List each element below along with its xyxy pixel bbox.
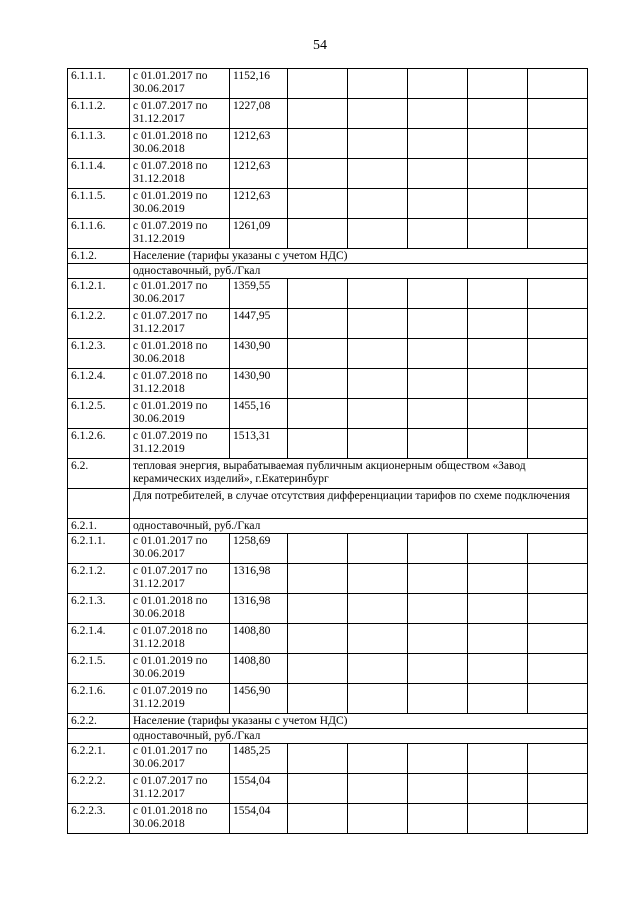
row-value: 1152,16	[230, 69, 288, 99]
row-period: с 01.01.2018 по 30.06.2018	[130, 129, 230, 159]
empty-cell	[468, 399, 528, 429]
empty-cell	[348, 654, 408, 684]
empty-cell	[468, 219, 528, 249]
empty-cell	[408, 804, 468, 834]
empty-cell	[528, 624, 588, 654]
empty-cell	[288, 804, 348, 834]
empty-cell	[288, 159, 348, 189]
empty-cell	[528, 189, 588, 219]
row-value: 1258,69	[230, 534, 288, 564]
empty-cell	[348, 279, 408, 309]
empty-cell	[408, 69, 468, 99]
row-code: 6.1.2.2.	[68, 309, 130, 339]
row-period: с 01.01.2017 по 30.06.2017	[130, 279, 230, 309]
empty-cell	[288, 429, 348, 459]
section-heading: Население (тарифы указаны с учетом НДС)	[130, 249, 588, 264]
row-period: с 01.01.2017 по 30.06.2017	[130, 534, 230, 564]
empty-cell	[528, 279, 588, 309]
empty-cell	[468, 684, 528, 714]
empty-cell	[408, 309, 468, 339]
row-value: 1485,25	[230, 744, 288, 774]
empty-cell	[348, 684, 408, 714]
row-period: с 01.07.2017 по 31.12.2017	[130, 309, 230, 339]
table-row	[68, 519, 588, 534]
row-code: 6.2.2.2.	[68, 774, 130, 804]
empty-cell	[528, 369, 588, 399]
empty-cell	[408, 534, 468, 564]
row-code	[68, 489, 130, 519]
empty-cell	[528, 219, 588, 249]
empty-cell	[348, 369, 408, 399]
empty-cell	[348, 624, 408, 654]
row-code: 6.1.2.	[68, 249, 130, 264]
empty-cell	[468, 129, 528, 159]
row-value: 1513,31	[230, 429, 288, 459]
empty-cell	[528, 654, 588, 684]
table-row	[68, 714, 588, 729]
row-period: с 01.07.2017 по 31.12.2017	[130, 564, 230, 594]
empty-cell	[408, 684, 468, 714]
empty-cell	[528, 804, 588, 834]
row-period: с 01.07.2019 по 31.12.2019	[130, 429, 230, 459]
empty-cell	[288, 399, 348, 429]
row-period: с 01.07.2019 по 31.12.2019	[130, 219, 230, 249]
empty-cell	[468, 534, 528, 564]
table-row	[68, 489, 588, 519]
empty-cell	[528, 399, 588, 429]
table-row	[68, 654, 588, 684]
table-row	[68, 684, 588, 714]
row-period: с 01.01.2019 по 30.06.2019	[130, 189, 230, 219]
row-value: 1408,80	[230, 654, 288, 684]
empty-cell	[288, 219, 348, 249]
row-period: с 01.07.2019 по 31.12.2019	[130, 684, 230, 714]
table-row	[68, 129, 588, 159]
row-value: 1212,63	[230, 129, 288, 159]
table-row	[68, 339, 588, 369]
empty-cell	[348, 534, 408, 564]
row-code: 6.2.2.	[68, 714, 130, 729]
empty-cell	[288, 744, 348, 774]
table-row	[68, 564, 588, 594]
table-row	[68, 774, 588, 804]
empty-cell	[348, 564, 408, 594]
row-period: с 01.07.2018 по 31.12.2018	[130, 159, 230, 189]
table-row	[68, 594, 588, 624]
empty-cell	[348, 69, 408, 99]
table-row	[68, 69, 588, 99]
empty-cell	[468, 279, 528, 309]
empty-cell	[408, 594, 468, 624]
empty-cell	[288, 69, 348, 99]
empty-cell	[288, 624, 348, 654]
row-value: 1212,63	[230, 189, 288, 219]
empty-cell	[528, 744, 588, 774]
row-code: 6.1.2.6.	[68, 429, 130, 459]
table-row	[68, 744, 588, 774]
empty-cell	[408, 399, 468, 429]
empty-cell	[468, 594, 528, 624]
empty-cell	[408, 159, 468, 189]
empty-cell	[348, 774, 408, 804]
table-row	[68, 279, 588, 309]
empty-cell	[288, 684, 348, 714]
empty-cell	[348, 744, 408, 774]
row-value: 1316,98	[230, 594, 288, 624]
empty-cell	[288, 339, 348, 369]
empty-cell	[468, 624, 528, 654]
empty-cell	[348, 99, 408, 129]
empty-cell	[288, 309, 348, 339]
row-value: 1447,95	[230, 309, 288, 339]
empty-cell	[408, 189, 468, 219]
empty-cell	[528, 69, 588, 99]
empty-cell	[528, 774, 588, 804]
empty-cell	[408, 99, 468, 129]
row-code: 6.1.1.4.	[68, 159, 130, 189]
empty-cell	[468, 99, 528, 129]
empty-cell	[348, 309, 408, 339]
table-row	[68, 369, 588, 399]
row-value: 1456,90	[230, 684, 288, 714]
empty-cell	[468, 774, 528, 804]
subsection-heading: одноставочный, руб./Гкал	[130, 729, 588, 744]
empty-cell	[288, 279, 348, 309]
row-code	[68, 729, 130, 744]
empty-cell	[348, 219, 408, 249]
row-code: 6.2.1.1.	[68, 534, 130, 564]
row-period: с 01.07.2018 по 31.12.2018	[130, 624, 230, 654]
empty-cell	[288, 129, 348, 159]
empty-cell	[408, 564, 468, 594]
table-row	[68, 264, 588, 279]
empty-cell	[468, 159, 528, 189]
tariff-table	[67, 68, 588, 834]
table-row	[68, 159, 588, 189]
row-code: 6.1.1.6.	[68, 219, 130, 249]
empty-cell	[408, 744, 468, 774]
row-code: 6.1.1.3.	[68, 129, 130, 159]
table-row	[68, 189, 588, 219]
subsection-heading: одноставочный, руб./Гкал	[130, 264, 588, 279]
empty-cell	[348, 399, 408, 429]
empty-cell	[348, 804, 408, 834]
row-period: с 01.01.2018 по 30.06.2018	[130, 594, 230, 624]
row-period: с 01.01.2019 по 30.06.2019	[130, 654, 230, 684]
table-row	[68, 399, 588, 429]
empty-cell	[348, 129, 408, 159]
empty-cell	[348, 189, 408, 219]
empty-cell	[348, 594, 408, 624]
row-code: 6.2.1.3.	[68, 594, 130, 624]
empty-cell	[288, 99, 348, 129]
row-value: 1554,04	[230, 804, 288, 834]
empty-cell	[468, 429, 528, 459]
empty-cell	[468, 369, 528, 399]
row-value: 1408,80	[230, 624, 288, 654]
subsection-heading: Для потребителей, в случае отсутствия дифференциации тарифов по схеме подключения	[130, 489, 588, 519]
empty-cell	[288, 534, 348, 564]
empty-cell	[348, 429, 408, 459]
row-code: 6.2.1.2.	[68, 564, 130, 594]
table-row	[68, 309, 588, 339]
empty-cell	[528, 684, 588, 714]
empty-cell	[528, 159, 588, 189]
row-value: 1227,08	[230, 99, 288, 129]
row-value: 1430,90	[230, 369, 288, 399]
row-period: с 01.07.2017 по 31.12.2017	[130, 99, 230, 129]
empty-cell	[528, 564, 588, 594]
row-code: 6.1.1.5.	[68, 189, 130, 219]
table-row	[68, 219, 588, 249]
empty-cell	[468, 189, 528, 219]
row-code: 6.1.1.1.	[68, 69, 130, 99]
row-period: с 01.01.2017 по 30.06.2017	[130, 744, 230, 774]
empty-cell	[468, 564, 528, 594]
table-row	[68, 99, 588, 129]
row-code	[68, 264, 130, 279]
row-period: с 01.07.2018 по 31.12.2018	[130, 369, 230, 399]
table-row	[68, 624, 588, 654]
empty-cell	[288, 564, 348, 594]
row-value: 1359,55	[230, 279, 288, 309]
empty-cell	[288, 369, 348, 399]
table-row	[68, 729, 588, 744]
section-heading: тепловая энергия, вырабатываемая публичным акционерным обществом «Завод керамических изделий», г.Екатеринбург	[130, 459, 588, 489]
empty-cell	[408, 219, 468, 249]
table-row	[68, 249, 588, 264]
empty-cell	[288, 654, 348, 684]
empty-cell	[468, 744, 528, 774]
table-row	[68, 534, 588, 564]
empty-cell	[528, 534, 588, 564]
table-row	[68, 459, 588, 489]
empty-cell	[468, 654, 528, 684]
empty-cell	[528, 99, 588, 129]
page-number: 54	[313, 38, 327, 53]
empty-cell	[408, 279, 468, 309]
empty-cell	[408, 339, 468, 369]
row-value: 1316,98	[230, 564, 288, 594]
empty-cell	[468, 69, 528, 99]
row-code: 6.2.1.6.	[68, 684, 130, 714]
table-row	[68, 804, 588, 834]
row-code: 6.1.2.3.	[68, 339, 130, 369]
empty-cell	[528, 594, 588, 624]
empty-cell	[528, 309, 588, 339]
empty-cell	[348, 339, 408, 369]
row-code: 6.1.2.5.	[68, 399, 130, 429]
row-value: 1455,16	[230, 399, 288, 429]
empty-cell	[408, 654, 468, 684]
row-period: с 01.01.2018 по 30.06.2018	[130, 804, 230, 834]
empty-cell	[468, 339, 528, 369]
row-period: с 01.07.2017 по 31.12.2017	[130, 774, 230, 804]
row-period: с 01.01.2019 по 30.06.2019	[130, 399, 230, 429]
empty-cell	[408, 369, 468, 399]
empty-cell	[468, 804, 528, 834]
empty-cell	[288, 594, 348, 624]
empty-cell	[288, 189, 348, 219]
row-code: 6.2.1.	[68, 519, 130, 534]
empty-cell	[408, 429, 468, 459]
section-heading: одноставочный, руб./Гкал	[130, 519, 588, 534]
row-value: 1261,09	[230, 219, 288, 249]
empty-cell	[528, 429, 588, 459]
section-heading: Население (тарифы указаны с учетом НДС)	[130, 714, 588, 729]
row-value: 1554,04	[230, 774, 288, 804]
row-code: 6.2.2.3.	[68, 804, 130, 834]
row-code: 6.1.2.1.	[68, 279, 130, 309]
row-code: 6.2.1.4.	[68, 624, 130, 654]
empty-cell	[408, 774, 468, 804]
empty-cell	[468, 309, 528, 339]
empty-cell	[528, 129, 588, 159]
row-code: 6.2.1.5.	[68, 654, 130, 684]
row-value: 1212,63	[230, 159, 288, 189]
empty-cell	[348, 159, 408, 189]
row-period: с 01.01.2017 по 30.06.2017	[130, 69, 230, 99]
table-row	[68, 429, 588, 459]
empty-cell	[288, 774, 348, 804]
empty-cell	[408, 129, 468, 159]
empty-cell	[528, 339, 588, 369]
row-code: 6.1.2.4.	[68, 369, 130, 399]
empty-cell	[408, 624, 468, 654]
row-code: 6.2.	[68, 459, 130, 489]
row-code: 6.2.2.1.	[68, 744, 130, 774]
row-code: 6.1.1.2.	[68, 99, 130, 129]
row-value: 1430,90	[230, 339, 288, 369]
row-period: с 01.01.2018 по 30.06.2018	[130, 339, 230, 369]
